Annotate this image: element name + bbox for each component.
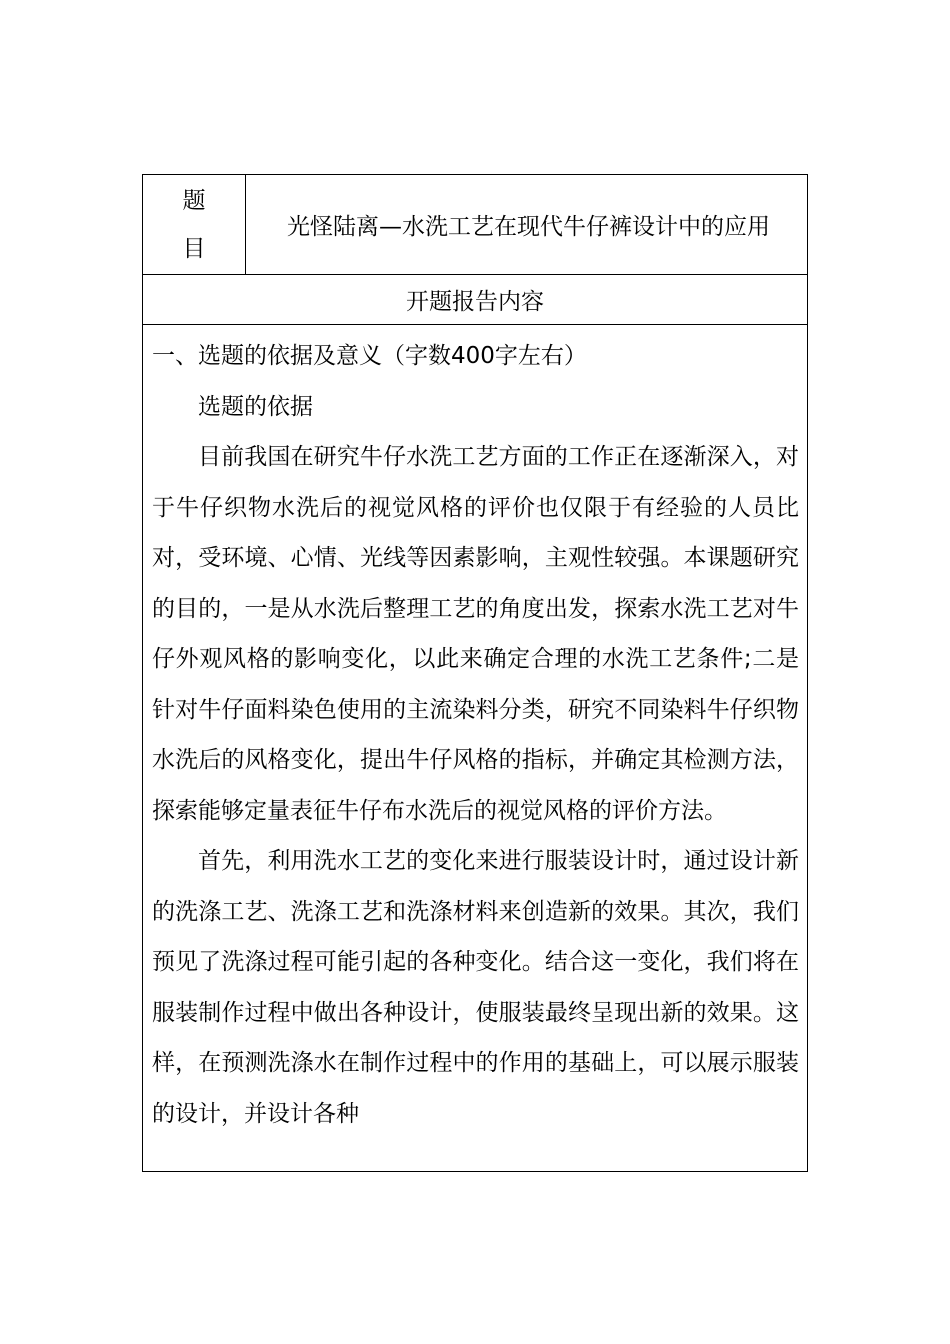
paragraph-2: 首先，利用洗水工艺的变化来进行服装设计时，通过设计新的洗涤工艺、洗涤工艺和洗涤材料来创造新的效果。其次，我们预见了洗涤过程可能引起的各种变化。结合这一变化，我们将在服装制作过程中做出各种设计，使服装最终呈现出新的效果。这样，在预测洗涤水在制作过程中的作用的基础上，可以展示服装的设计，并设计各种 — [152, 848, 799, 1127]
title-row — [143, 175, 807, 275]
content-subheading: 选题的依据 — [198, 393, 313, 420]
paragraph-1: 目前我国在研究牛仔水洗工艺方面的工作正在逐渐深入，对于牛仔织物水洗后的视觉风格的评价也仅限于有经验的人员比对，受环境、心情、光线等因素影响，主观性较强。本课题研究的目的，一是从水洗后整理工艺的角度出发，探索水洗工艺对牛仔外观风格的影响变化，以此来确定合理的水洗工艺条件;二是针对牛仔面料染色使用的主流染料分类，研究不同染料牛仔织物水洗后的风格变化，提出牛仔风格的指标，并确定其检测方法，探索能够定量表征牛仔布水洗后的视觉风格的评价方法。 — [152, 444, 799, 824]
content-heading: 一、选题的依据及意义（字数400字左右） — [152, 343, 587, 369]
content-cell — [143, 325, 807, 1171]
title-label-cell — [143, 175, 246, 274]
title-label-char-1: 题 — [182, 187, 206, 214]
proposal-table — [142, 174, 808, 1172]
thesis-title: 光怪陆离—水洗工艺在现代牛仔裤设计中的应用 — [287, 214, 770, 240]
title-label-char-2: 目 — [182, 235, 206, 262]
content-row — [143, 325, 807, 1171]
section-heading: 开题报告内容 — [143, 275, 807, 325]
